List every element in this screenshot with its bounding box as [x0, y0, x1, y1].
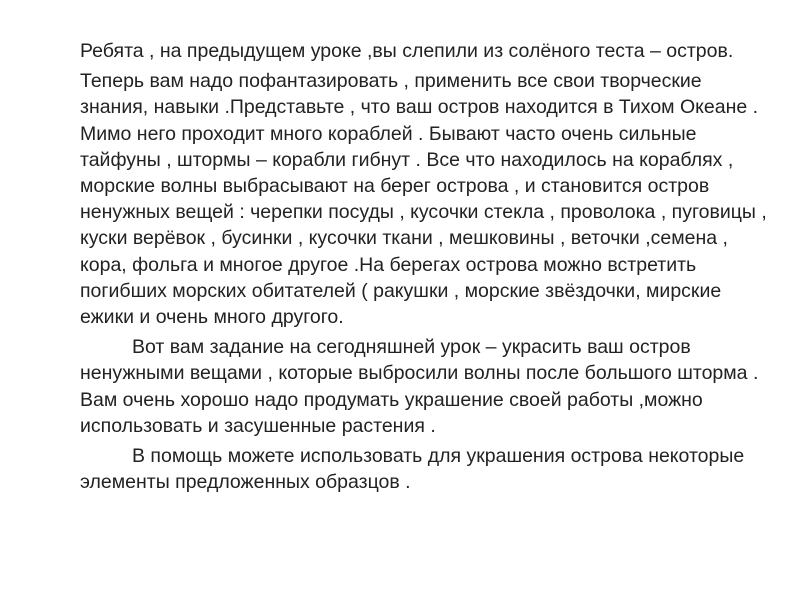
paragraph-description: Теперь вам надо пофантазировать , применить все свои творческие знания, навыки .Представьте , что ваш остров находится в Тихом Океане . Мимо него проходит много кораблей . Бывают часто очень сильные тайфуны , штормы – корабли гибнут . Все что находилось на кораблях , морские волны выбрасывают на берег острова , и становится остров ненужных вещей : черепки посуды , кусочки стекла , проволока , пуговицы , куски верёвок , бусинки , кусочки ткани , мешковины , веточки ,семена , кора, фольга и многое другое .На берегах острова можно встретить погибших морских обитателей ( ракушки , морские звёздочки, мирские ежики и очень много другого. — [80, 70, 767, 329]
paragraph-task: Вот вам задание на сегодняшней урок – украсить ваш остров ненужными вещами , которые выбросили волны после большого шторма . Вам очень хорошо надо продумать украшение своей работы ,можно использовать и засушенные растения . — [80, 336, 759, 437]
paragraph-intro: Ребята , на предыдущем уроке ,вы слепили из солёного теста – остров. — [80, 40, 734, 62]
paragraph-help: В помощь можете использовать для украшения острова некоторые элементы предложенных образцов . — [80, 445, 745, 494]
text-block — [80, 38, 770, 499]
